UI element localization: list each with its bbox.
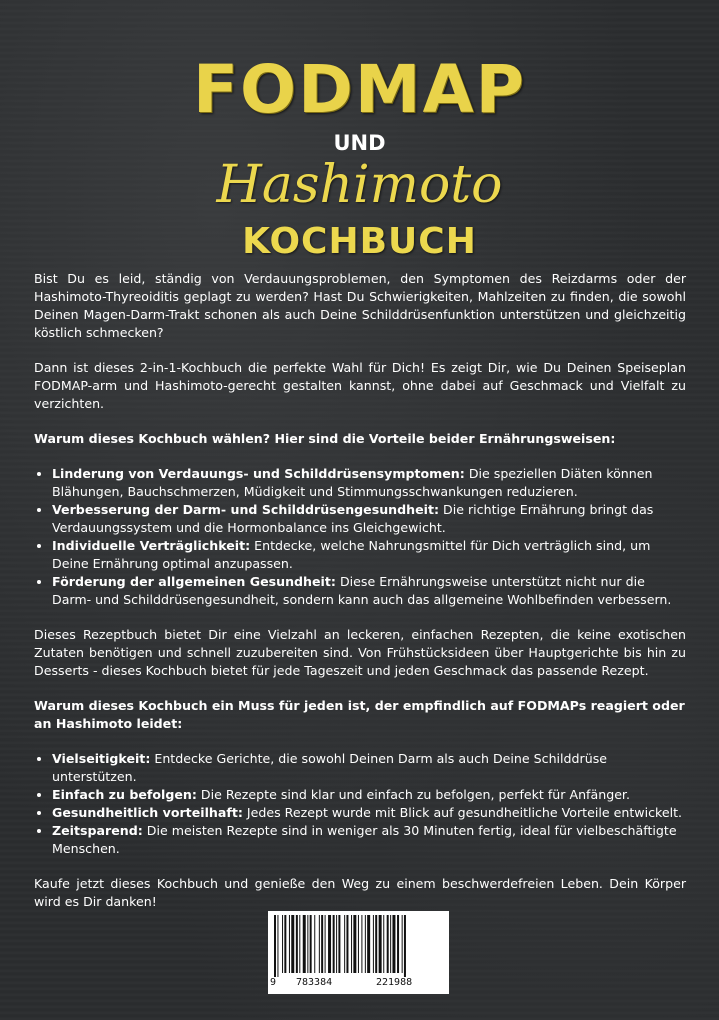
section1-list: [34, 465, 686, 609]
barcode-bar: [289, 915, 290, 973]
item-bold: Verbesserung der Darm- und Schilddrüsengesundheit:: [52, 502, 440, 517]
barcode-bar: [367, 915, 370, 973]
barcode-bar: [319, 915, 320, 973]
barcode-bar: [296, 915, 298, 973]
barcode-bars-icon: [274, 915, 443, 977]
middle-paragraph: Dieses Rezeptbuch bietet Dir eine Vielzahl an leckeren, einfachen Rezepten, die keine exotischen Zutaten benötigen und schnell zuzubereiten sind. Von Frühstücksideen über Hauptgerichte bis hin zu Desserts - dieses Kochbuch bietet für jede Tageszeit und jeden Geschmack das passende Rezept.: [34, 627, 686, 678]
barcode-bar: [365, 915, 366, 973]
barcode-bar: [392, 915, 395, 973]
barcode-bar: [379, 915, 382, 973]
item-bold: Förderung der allgemeinen Gesundheit:: [52, 574, 336, 589]
barcode-bar: [373, 915, 374, 973]
barcode-bar: [344, 915, 345, 973]
barcode-bar: [333, 915, 335, 973]
item-text: Die Rezepte sind klar und einfach zu befolgen, perfekt für Anfänger.: [196, 787, 630, 802]
title-hashimoto: Hashimoto: [216, 155, 503, 215]
barcode-bar: [299, 915, 300, 973]
list-item: [52, 465, 686, 501]
barcode-bar: [307, 915, 308, 973]
list-item: [52, 501, 686, 537]
barcode-bar: [358, 915, 359, 973]
barcode-digits-left: 783384: [296, 977, 333, 988]
list-item: [52, 750, 686, 786]
list-item: [52, 786, 686, 804]
section2-list: [34, 750, 686, 858]
item-bold: Gesundheitlich vorteilhaft:: [52, 805, 243, 820]
barcode-bar: [383, 915, 384, 973]
barcode-bar: [338, 915, 340, 973]
barcode-bar: [310, 915, 312, 973]
item-bold: Linderung von Verdauungs- und Schilddrüsensymptomen:: [52, 466, 465, 481]
barcode-bar: [284, 915, 286, 973]
item-text: Die richtige Ernährung bringt das Verdauungssystem und die Hormonbalance ins Gleichgewicht.: [52, 502, 654, 535]
cover-title: [0, 51, 719, 263]
barcode-bar: [387, 915, 389, 973]
intro-paragraph-2: Dann ist dieses 2-in-1-Kochbuch die perfekte Wahl für Dich! Es zeigt Dir, wie Du Deinen Speiseplan FODMAP-arm und Hashimoto-gerecht gestalten kannst, ohne dabei auf Geschmack und Vielfalt zu verzichten.: [34, 360, 686, 411]
closing-paragraph: Kaufe jetzt dieses Kochbuch und genieße den Weg zu einem beschwerdefreien Leben. Dein Körper wird es Dir danken!: [34, 876, 686, 909]
list-item: [52, 573, 686, 609]
barcode-bar: [390, 915, 391, 973]
barcode-bar: [361, 915, 362, 973]
barcode-bar: [303, 915, 306, 973]
barcode-bar: [346, 915, 348, 973]
section1-heading: Warum dieses Kochbuch wählen? Hier sind die Vorteile beider Ernährungsweisen:: [34, 431, 616, 446]
list-item: [52, 804, 686, 822]
item-bold: Vielseitigkeit:: [52, 751, 151, 766]
item-text: Jedes Rezept wurde mit Blick auf gesundheitliche Vorteile entwickelt.: [242, 805, 683, 820]
item-text: Entdecke, welche Nahrungsmittel für Dich verträglich sind, um Deine Ernährung optimal anzupassen.: [52, 538, 651, 571]
barcode-digits-right: 221988: [376, 977, 413, 988]
item-text: Die meisten Rezepte sind in weniger als 30 Minuten fertig, ideal für vielbeschäftigte Menschen.: [52, 823, 677, 856]
barcode-bar: [325, 915, 326, 973]
barcode-bar: [277, 915, 278, 977]
section2-heading: Warum dieses Kochbuch ein Muss für jeden ist, der empfindlich auf FODMAPs reagiert oder an Hashimoto leidet:: [34, 698, 685, 731]
back-cover-text: [34, 270, 686, 928]
isbn-barcode: [268, 911, 449, 994]
item-bold: Zeitsparend:: [52, 823, 143, 838]
barcode-bar: [282, 915, 283, 973]
item-text: Diese Ernährungsweise unterstützt nicht nur die Darm- und Schilddrüsengesundheit, sondern kann auch das allgemeine Wohlbefinden verbessern.: [52, 574, 672, 607]
barcode-bar: [402, 915, 403, 973]
item-text: Die speziellen Diäten können Blähungen, Bauchschmerzen, Müdigkeit und Stimmungsschwankungen reduzieren.: [52, 466, 653, 499]
barcode-bar: [291, 915, 294, 973]
barcode-bar: [353, 915, 356, 973]
title-und: UND: [333, 131, 386, 155]
title-kochbuch: KOCHBUCH: [242, 221, 477, 262]
title-fodmap: FODMAP: [192, 51, 527, 128]
list-item: [52, 537, 686, 573]
barcode-bar: [321, 915, 323, 973]
item-bold: Einfach zu befolgen:: [52, 787, 197, 802]
intro-paragraph-1: Bist Du es leid, ständig von Verdauungsproblemen, den Symptomen des Reizdarms oder der Hashimoto-Thyreoiditis geplagt zu werden? Hast Du Schwierigkeiten, Mahlzeiten zu finden, die sowohl Deinen Magen-Darm-Trakt schonen als auch Deine Schilddrüsenfunktion unterstützen und gleichzeitig köstlich schmecken?: [34, 271, 686, 340]
list-item: [52, 822, 686, 858]
item-text: Entdecke Gerichte, die sowohl Deinen Darm als auch Deine Schilddrüse unterstützen.: [52, 751, 608, 784]
barcode-bar: [375, 915, 377, 973]
barcode-bar: [351, 915, 352, 973]
barcode-digits: [268, 977, 449, 991]
barcode-bar: [328, 915, 331, 973]
barcode-bar: [274, 915, 276, 977]
barcode-bar: [404, 915, 406, 977]
barcode-bar: [314, 915, 315, 973]
item-bold: Individuelle Verträglichkeit:: [52, 538, 251, 553]
barcode-digit-first: 9: [270, 977, 277, 988]
barcode-bar: [397, 915, 399, 973]
barcode-bar: [336, 915, 337, 973]
